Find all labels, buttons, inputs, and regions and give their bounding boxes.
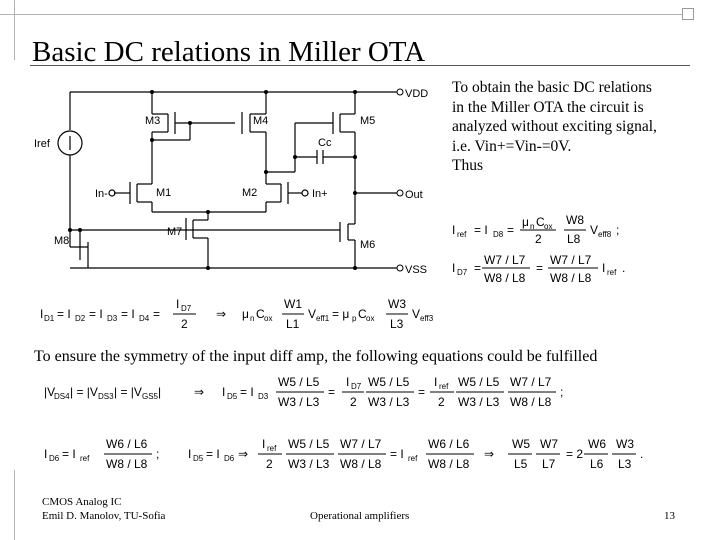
svg-text:W6 / L6: W6 / L6 [106, 437, 148, 451]
intro-paragraph [452, 78, 712, 176]
svg-text:⇒: ⇒ [194, 385, 205, 399]
svg-text:D2: D2 [75, 314, 86, 323]
in-plus-label: In+ [312, 188, 328, 200]
svg-text:L8: L8 [567, 232, 581, 246]
m5-label: M5 [360, 115, 376, 127]
svg-text:W8 / L8: W8 / L8 [550, 271, 592, 285]
svg-text:D7: D7 [181, 304, 192, 313]
svg-text:eff3: eff3 [420, 314, 434, 323]
m3-label: M3 [145, 115, 161, 127]
svg-text:W3 / L3: W3 / L3 [278, 395, 320, 409]
svg-text:| = |V: | = |V [114, 385, 142, 399]
svg-text:W3 / L3: W3 / L3 [288, 457, 330, 471]
svg-text:D8: D8 [493, 230, 504, 239]
svg-text:=: = [153, 307, 161, 321]
miller-ota-schematic [30, 72, 450, 284]
svg-text:V: V [412, 307, 421, 321]
vss-label: VSS [405, 264, 428, 276]
intro-line: To obtain the basic DC relations [452, 79, 652, 96]
svg-text:n: n [250, 314, 255, 323]
title-underline [30, 65, 690, 66]
svg-text:W3 / L3: W3 / L3 [458, 395, 500, 409]
svg-text:n: n [530, 222, 535, 231]
svg-text:= I: = I [206, 447, 220, 461]
svg-text:D3: D3 [107, 314, 118, 323]
svg-text:DS3: DS3 [98, 392, 114, 401]
svg-text:V: V [308, 307, 317, 321]
decorative-corner-square [682, 8, 694, 20]
svg-text:W8 / L8: W8 / L8 [340, 457, 382, 471]
svg-text:I: I [44, 447, 48, 461]
svg-text:2: 2 [181, 317, 188, 331]
intro-line: in the Miller OTA the circuit is [452, 98, 644, 116]
symmetry-equation-2 [44, 432, 664, 476]
footer-topic: Operational amplifiers [310, 510, 410, 522]
svg-text:D1: D1 [44, 314, 55, 323]
svg-text:ox: ox [264, 314, 273, 323]
svg-text:L1: L1 [286, 317, 300, 331]
svg-text:= I: = I [62, 447, 76, 461]
svg-text:D4: D4 [139, 314, 150, 323]
svg-text:= I: = I [57, 307, 71, 321]
m7-label: M7 [167, 226, 183, 238]
svg-text:D3: D3 [258, 392, 269, 401]
svg-text:L3: L3 [390, 317, 404, 331]
slide-title: Basic DC relations in Miller OTA [32, 36, 426, 68]
m6-label: M6 [360, 239, 376, 251]
svg-text:I: I [346, 375, 350, 389]
svg-text:W5 / L5: W5 / L5 [368, 375, 410, 389]
svg-text:2: 2 [266, 457, 273, 471]
svg-text:W7 / L7: W7 / L7 [340, 437, 382, 451]
svg-text:I: I [602, 261, 606, 275]
intro-line: i.e. Vin+=Vin-=0V. [452, 137, 572, 155]
svg-text:W7 / L7: W7 / L7 [484, 253, 526, 267]
svg-text:DS4: DS4 [54, 392, 70, 401]
svg-text:W8: W8 [566, 213, 584, 227]
footer-author: Emil D. Manolov, TU-Sofia [42, 510, 166, 522]
svg-text:I: I [176, 297, 180, 311]
svg-text:W3 / L3: W3 / L3 [368, 395, 410, 409]
svg-text:ref: ref [457, 230, 467, 239]
svg-text:ref: ref [80, 454, 90, 463]
intro-line: Thus [452, 157, 483, 174]
svg-text:W1: W1 [284, 297, 302, 311]
svg-text:=: = [418, 385, 426, 399]
svg-text:p: p [352, 314, 357, 323]
svg-text:|V: |V [44, 385, 56, 399]
svg-text:=: = [328, 385, 336, 399]
svg-text:L3: L3 [618, 457, 632, 471]
footer-course: CMOS Analog IC [42, 496, 122, 508]
svg-text:D7: D7 [457, 268, 468, 277]
decorative-top-rule [0, 14, 692, 15]
svg-text:2: 2 [438, 395, 445, 409]
drain-current-equation [40, 292, 460, 336]
svg-text:L5: L5 [514, 457, 528, 471]
in-minus-label: In- [95, 188, 108, 200]
svg-text:V: V [590, 223, 599, 237]
intro-line: analyzed without exciting signal, [452, 118, 657, 135]
svg-text:W8 / L8: W8 / L8 [106, 457, 148, 471]
svg-text:ref: ref [267, 444, 277, 453]
svg-text:ref: ref [408, 454, 418, 463]
m8-label: M8 [54, 235, 70, 247]
svg-text:W6: W6 [588, 437, 606, 451]
svg-text:ref: ref [607, 268, 617, 277]
svg-text:D6: D6 [49, 454, 60, 463]
svg-text:I: I [452, 223, 456, 237]
m1-label: M1 [156, 187, 172, 199]
out-label: Out [405, 189, 423, 201]
svg-text:W6 / L6: W6 / L6 [428, 437, 470, 451]
svg-text:=: = [507, 223, 515, 237]
svg-text:I: I [188, 447, 192, 461]
svg-text:2: 2 [350, 395, 357, 409]
svg-text:=: = [474, 261, 482, 275]
svg-text:W7 / L7: W7 / L7 [550, 253, 592, 267]
svg-text:= I: = I [240, 385, 254, 399]
svg-text:;: ; [156, 447, 160, 461]
svg-text:W5 / L5: W5 / L5 [458, 375, 500, 389]
svg-text:eff1: eff1 [316, 314, 330, 323]
svg-text:I: I [262, 437, 266, 451]
svg-text:eff8: eff8 [598, 230, 612, 239]
svg-text:= I: = I [390, 447, 404, 461]
page-number: 13 [664, 510, 675, 522]
svg-text:W3: W3 [388, 297, 406, 311]
svg-text:L7: L7 [542, 457, 556, 471]
svg-text:W8 / L8: W8 / L8 [428, 457, 470, 471]
svg-text:I: I [40, 307, 44, 321]
svg-text:μ: μ [242, 307, 249, 321]
svg-text:= I: = I [89, 307, 103, 321]
vdd-label: VDD [405, 88, 429, 100]
svg-text:D7: D7 [351, 382, 362, 391]
svg-text:| = |V: | = |V [70, 385, 98, 399]
svg-text:ox: ox [366, 314, 375, 323]
svg-text:L6: L6 [590, 457, 604, 471]
svg-text:.: . [622, 261, 626, 275]
symmetry-text: To ensure the symmetry of the input diff amp, the following equations could be fulfilled [34, 348, 598, 365]
svg-text:W8 / L8: W8 / L8 [510, 395, 552, 409]
svg-text:=: = [536, 261, 544, 275]
m2-label: M2 [242, 187, 258, 199]
svg-text:W8 / L8: W8 / L8 [484, 271, 526, 285]
svg-text:= I: = I [474, 223, 488, 237]
svg-text:W5: W5 [512, 437, 530, 451]
m4-label: M4 [253, 115, 269, 127]
cc-label: Cc [318, 137, 332, 149]
svg-text:μ: μ [522, 215, 529, 229]
svg-text:I: I [452, 261, 456, 275]
svg-text:= μ: = μ [332, 307, 350, 321]
svg-text:;: ; [616, 223, 620, 237]
svg-text:;: ; [560, 385, 564, 399]
svg-text:W7: W7 [540, 437, 558, 451]
iref-equations [452, 206, 642, 286]
svg-text:D6: D6 [224, 454, 235, 463]
svg-text:D5: D5 [193, 454, 204, 463]
svg-text:⇒: ⇒ [238, 447, 249, 461]
svg-text:.: . [640, 447, 644, 461]
svg-text:C: C [256, 307, 265, 321]
svg-text:W5 / L5: W5 / L5 [278, 375, 320, 389]
svg-text:W7 / L7: W7 / L7 [510, 375, 552, 389]
iref-label: Iref [34, 138, 50, 150]
svg-text:I: I [222, 385, 226, 399]
svg-text:C: C [536, 215, 545, 229]
decorative-left-rule [14, 0, 15, 60]
svg-text:C: C [358, 307, 367, 321]
svg-text:D5: D5 [227, 392, 238, 401]
svg-text:⇒: ⇒ [216, 307, 227, 321]
svg-text:W3: W3 [616, 437, 634, 451]
svg-text:W5 / L5: W5 / L5 [288, 437, 330, 451]
svg-text:|: | [158, 385, 162, 399]
svg-text:ref: ref [439, 382, 449, 391]
symmetry-equation-1 [44, 370, 604, 412]
svg-text:= 2: = 2 [566, 447, 584, 461]
svg-text:I: I [434, 375, 438, 389]
svg-text:2: 2 [535, 232, 542, 246]
svg-text:⇒: ⇒ [484, 447, 495, 461]
svg-text:ox: ox [544, 222, 553, 231]
decorative-left-rule-bottom [14, 470, 15, 540]
svg-text:GS5: GS5 [142, 392, 159, 401]
svg-text:= I: = I [121, 307, 135, 321]
